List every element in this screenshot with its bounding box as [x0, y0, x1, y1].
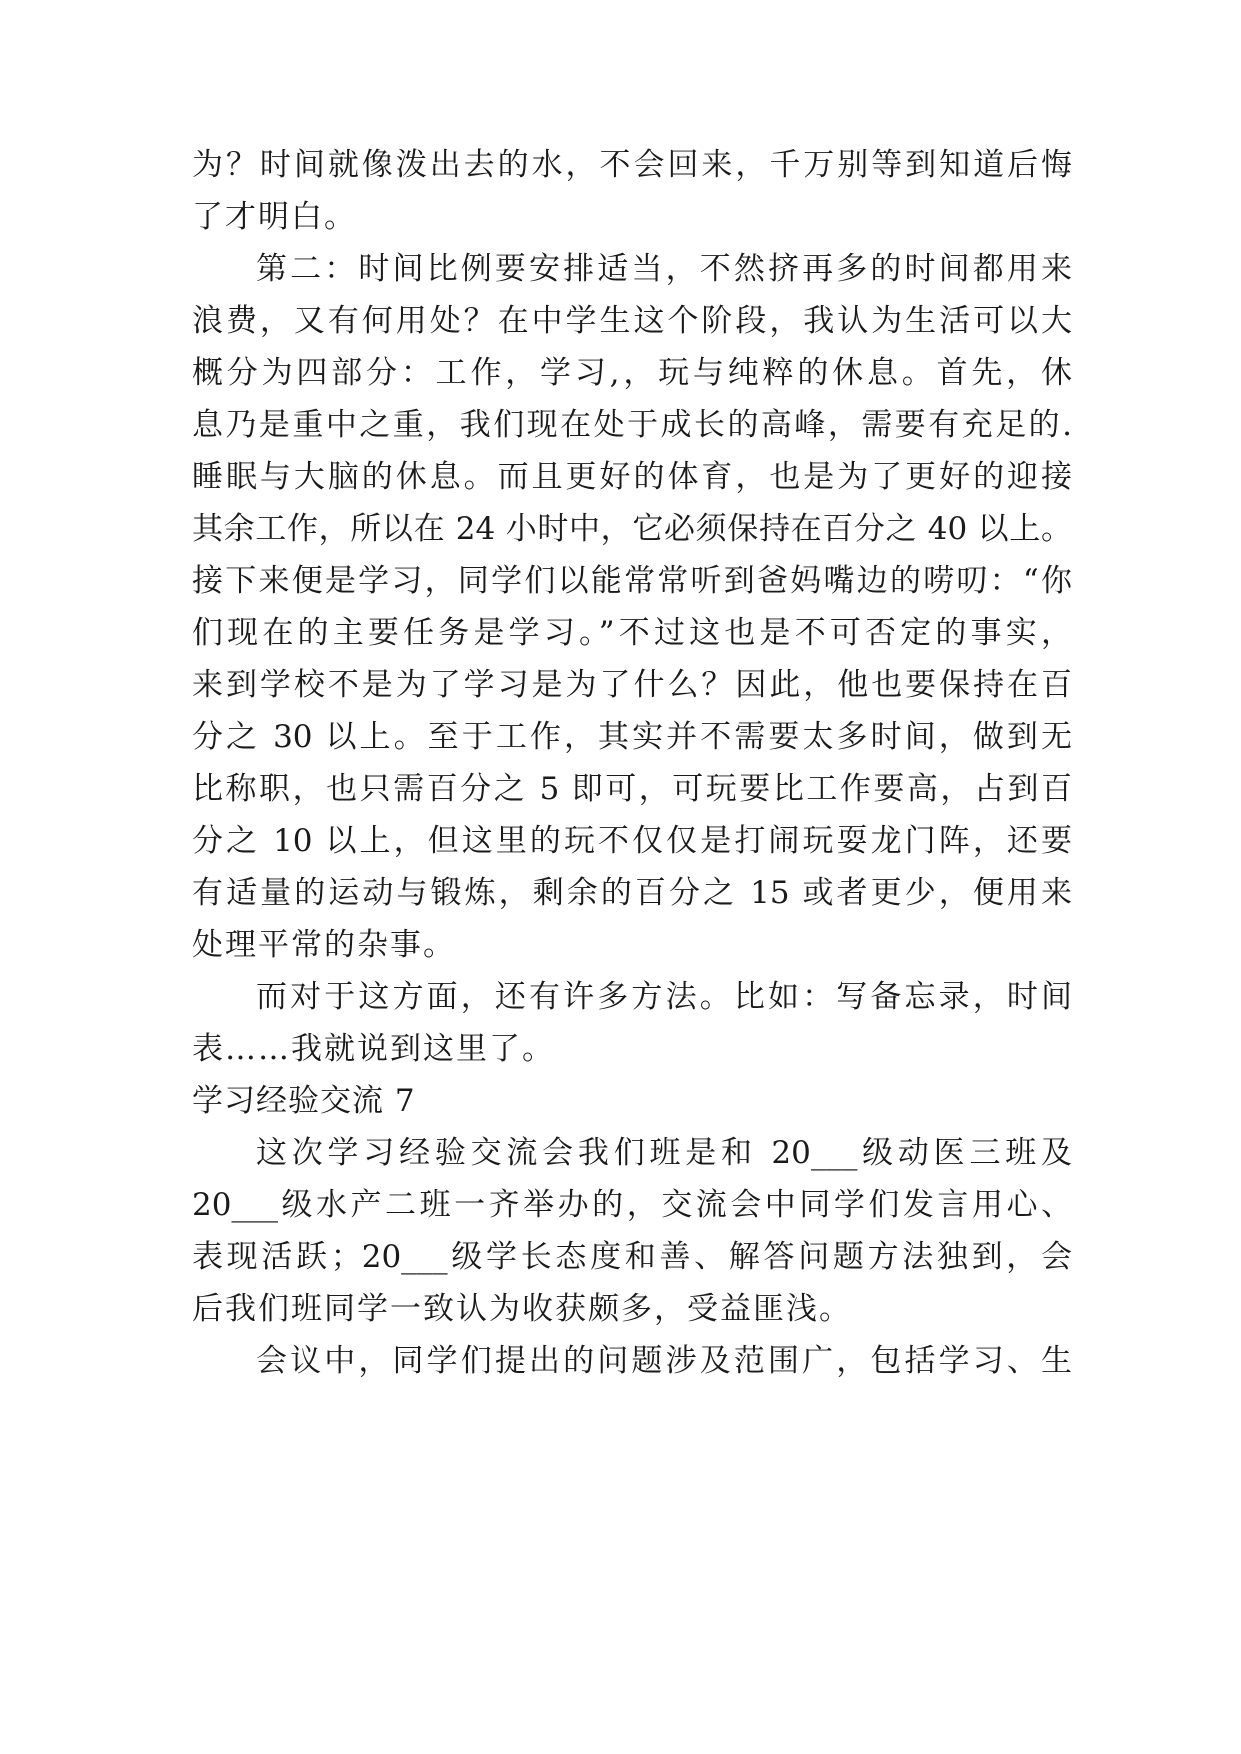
- paragraph-start-line: 会议中，同学们提出的问题涉及范围广，包括学习、生: [256, 1343, 1072, 1379]
- text-line: 其余工作，所以在 24 小时中，它必须保持在百分之 40 以上。: [192, 511, 1072, 547]
- text-line: 比称职，也只需百分之 5 即可，可玩要比工作要高，占到百: [192, 771, 1072, 807]
- text-line: 息乃是重中之重，我们现在处于成长的高峰，需要有充足的.: [192, 407, 1072, 443]
- text-line: 接下来便是学习，同学们以能常常听到爸妈嘴边的唠叨：“你: [192, 563, 1072, 599]
- paragraph-start-line: 而对于这方面，还有许多方法。比如：写备忘录，时间: [256, 979, 1072, 1015]
- text-line: 分之 30 以上。至于工作，其实并不需要太多时间，做到无: [192, 719, 1072, 755]
- text-line: 来到学校不是为了学习是为了什么？因此，他也要保持在百: [192, 667, 1072, 703]
- text-line: 浪费，又有何用处？在中学生这个阶段，我认为生活可以大: [192, 303, 1072, 339]
- text-line: 处理平常的杂事。: [192, 927, 456, 963]
- text-line: 20___级水产二班一齐举办的，交流会中同学们发言用心、: [192, 1187, 1072, 1223]
- text-line: 有适量的运动与锻炼，剩余的百分之 15 或者更少，便用来: [192, 875, 1072, 911]
- section-heading: 学习经验交流 7: [192, 1083, 416, 1119]
- text-line: 表……我就说到这里了。: [192, 1031, 555, 1067]
- text-line: 表现活跃；20___级学长态度和善、解答问题方法独到，会: [192, 1239, 1072, 1275]
- text-line: 们现在的主要任务是学习。”不过这也是不可否定的事实，: [192, 615, 1072, 651]
- text-line: 概分为四部分：工作，学习,，玩与纯粹的休息。首先，休: [192, 355, 1072, 391]
- text-line: 睡眠与大脑的休息。而且更好的体育，也是为了更好的迎接: [192, 459, 1072, 495]
- text-line: 了才明白。: [192, 199, 357, 235]
- text-line: 分之 10 以上，但这里的玩不仅仅是打闹玩耍龙门阵，还要: [192, 823, 1072, 859]
- text-line: 后我们班同学一致认为收获颇多，受益匪浅。: [192, 1291, 852, 1327]
- paragraph-start-line: 这次学习经验交流会我们班是和 20___级动医三班及: [256, 1135, 1072, 1171]
- paragraph-start-line: 第二：时间比例要安排适当，不然挤再多的时间都用来: [256, 251, 1072, 287]
- text-line: 为？时间就像泼出去的水，不会回来，千万别等到知道后悔: [192, 147, 1072, 183]
